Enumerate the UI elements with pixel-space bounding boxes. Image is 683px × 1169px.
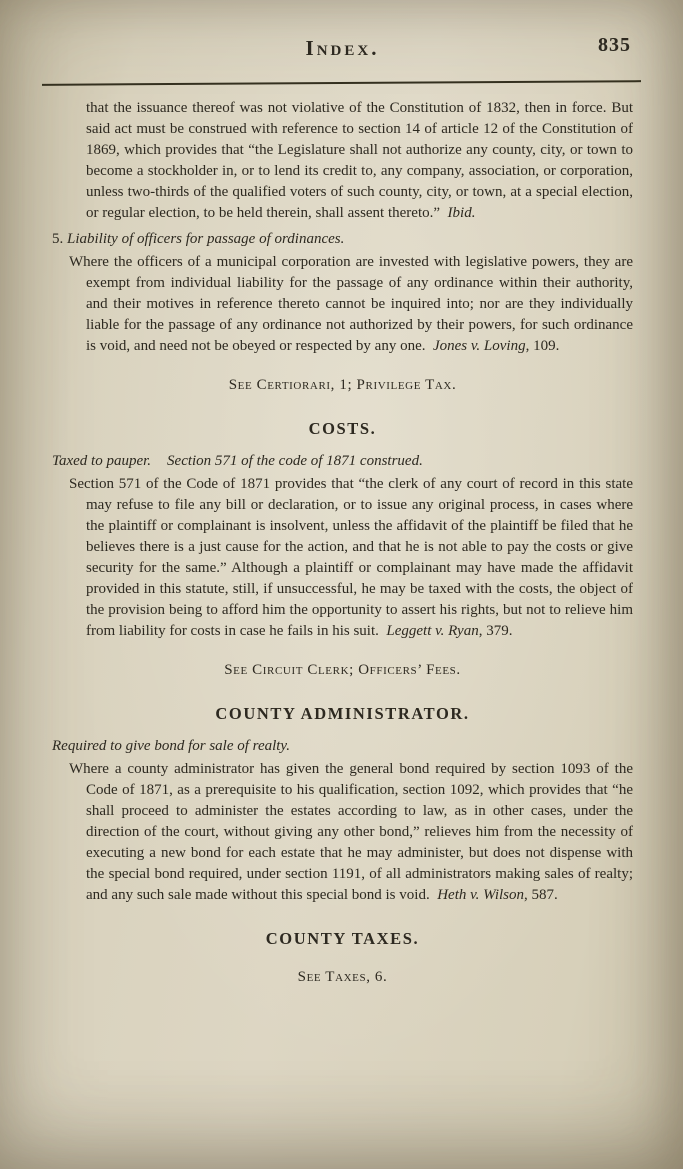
entry-text: Where the officers of a municipal corporation are invested with legislative powers, they are exempt from individual liability for the passage of any ordinance within their authority, and their motives in reference thereto cannot be inquired into; nor are they individually liable for the passage of any ordinance not authorized by their powers, for such ordinance is void, and need not be obeyed or respected by any one. xyxy=(69,254,633,354)
entry-subject: Required to give bond for sale of realty. xyxy=(52,738,291,754)
section-heading-county-taxes: COUNTY TAXES. xyxy=(265,929,420,948)
section-heading-costs: COSTS. xyxy=(308,419,377,438)
entry-number: 5. xyxy=(52,231,64,247)
entry-paragraph-county-administrator xyxy=(52,759,633,906)
entry-paragraph-continuation xyxy=(52,98,633,224)
page-number: 835 xyxy=(598,34,631,56)
entry-text: Where a county administrator has given the general bond required by section 1093 of the Code of 1871, as a prerequisite to his qualification, section 1092, which provides that “he shall proceed to administer the estates according to law, as in other cases, under the direction of the court, without giving any other bond,” relieves him from the necessity of executing a new bond for each estate that he may administer, but does not dispense with the special bond required, under section 1191, of all administrators making sales of realty; and any such sale made without this special bond is void. xyxy=(69,761,633,903)
entry-text: that the issuance thereof was not violative of the Constitution of 1832, then in force. But said act must be construed with reference to section 14 of article 12 of the Constitution of 1869, which provides that “the Legislature shall not authorize any county, city, or town to become a stockholder in, or to lend its credit to, any company, association, or corporation, unless two-thirds of the qualified voters of such county, city, or town, at a special election, or regular election, to be held therein, shall assent thereto.” xyxy=(86,100,633,221)
entry-subject-county-administrator xyxy=(52,736,633,757)
cross-reference-text: See Certiorari, 1; Privilege Tax. xyxy=(228,377,457,393)
case-citation: Heth v. Wilson xyxy=(437,887,524,903)
entry-paragraph-costs xyxy=(52,474,633,642)
page-body xyxy=(52,98,633,988)
header-rule xyxy=(42,80,641,86)
case-citation: Jones v. Loving xyxy=(432,338,526,354)
entry-paragraph-5 xyxy=(52,252,633,357)
page-header xyxy=(52,34,633,66)
cross-reference-text: See Taxes, 6. xyxy=(297,969,388,985)
cross-reference-certiorari xyxy=(52,375,633,396)
case-citation: Ibid. xyxy=(447,205,476,221)
entry-subject-costs xyxy=(52,451,633,472)
entry-subject: Liability of officers for passage of ordinances. xyxy=(67,231,345,247)
case-citation: Leggett v. Ryan xyxy=(386,623,479,639)
entry-subject-note: Section 571 of the code of 1871 construed. xyxy=(167,453,423,469)
cross-reference-text: See Circuit Clerk; Officers’ Fees. xyxy=(224,662,461,678)
entry-text: Section 571 of the Code of 1871 provides that “the clerk of any court of record in this state may refuse to file any bill or declaration, or to issue any original process, in cases where the plaintiff or complainant is insolvent, unless the affidavit of the plaintiff be filed that he believes there is a just cause for the action, and that he is not able to pay the costs or give security for the same.” Although a plaintiff or complainant may have made the affidavit provided in this statute, still, if unsuccessful, he may be taxed with the costs, the object of the provision being to afford him the opportunity to assert his rights, but not to relieve him from liability for costs in case he fails in his suit. xyxy=(69,476,633,639)
entry-heading-5 xyxy=(52,229,633,250)
case-page: , 587. xyxy=(524,887,558,903)
case-page: , 379. xyxy=(478,623,513,639)
cross-reference-circuit-clerk xyxy=(52,660,633,681)
case-page: , 109. xyxy=(525,338,560,354)
section-heading-county-administrator: COUNTY ADMINISTRATOR. xyxy=(215,704,470,723)
cross-reference-taxes xyxy=(52,967,633,988)
running-title: Index. xyxy=(305,36,380,60)
entry-subject: Taxed to pauper. xyxy=(52,453,152,469)
